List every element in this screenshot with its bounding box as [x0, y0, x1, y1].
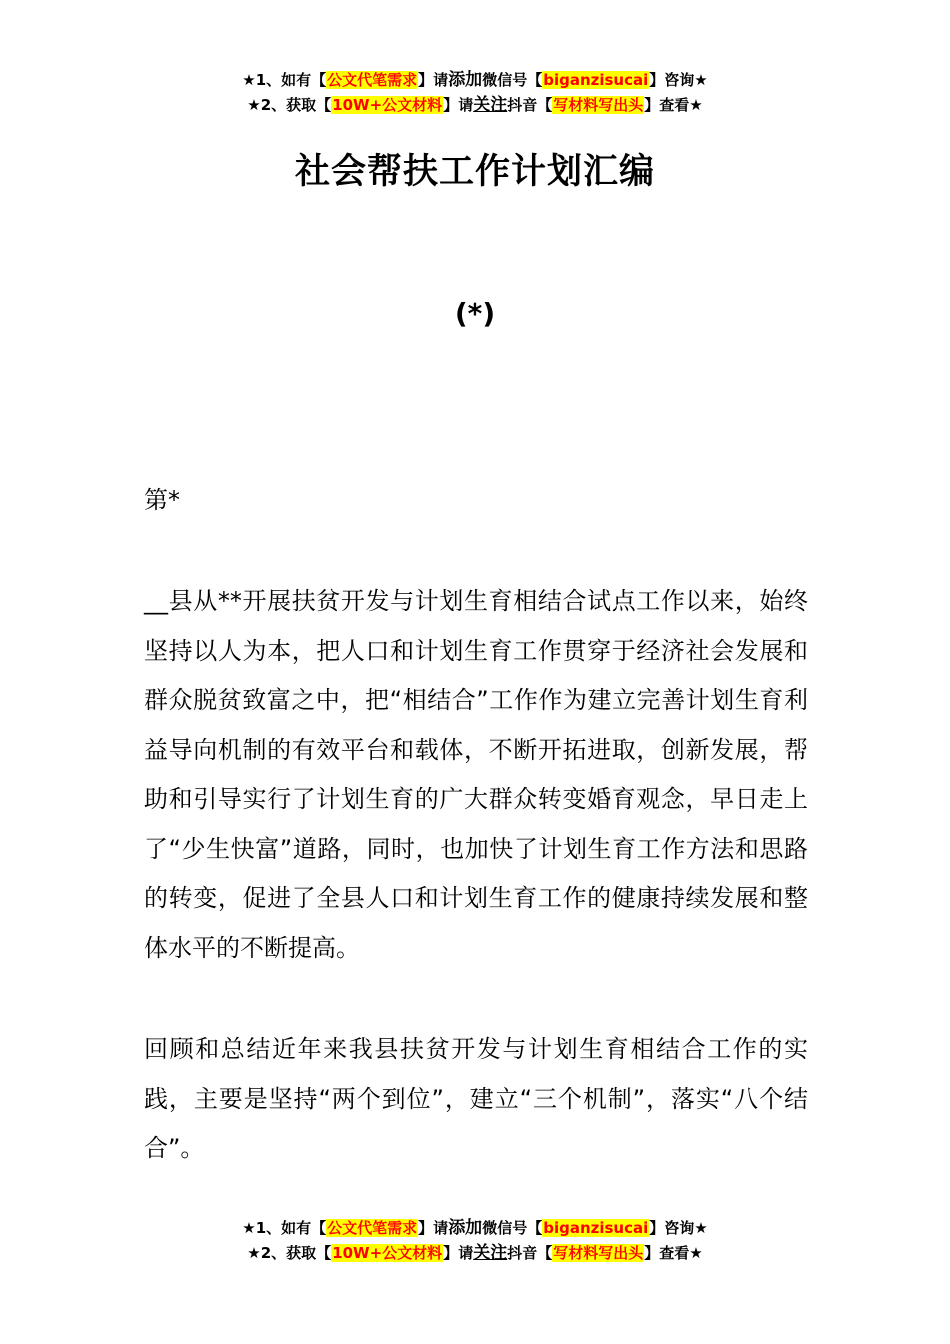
ad-line-2: ★2、获取【10W+公文材料】请关注抖音【写材料写出头】查看★ — [247, 95, 703, 115]
body-paragraph-1: __县从**开展扶贫开发与计划生育相结合试点工作以来，始终坚持以人为本，把人口和计划生育工作贯穿于经济社会发展和群众脱贫致富之中，把“相结合”工作作为建立完善计划生育利益导向机制的有效平台和载体，不断开拓进取，创新发展，帮助和引导实行了计划生育的广大群众转变婚育观念，早日走上了“少生快富”道路，同时，也加快了计划生育工作方法和思路的转变，促进了全县人口和计划生育工作的健康持续发展和整体水平的不断提高。 — [144, 587, 808, 962]
ad-highlight-materials: 10W+公文材料 — [332, 96, 443, 114]
ad-highlight-materials: 10W+公文材料 — [332, 1244, 443, 1262]
ad-line-1: ★1、如有【公文代笔需求】请添加微信号【biganzisucai】咨询★ — [242, 1218, 708, 1238]
section-heading: 第* — [144, 486, 180, 514]
ad-highlight-wechat-id: biganzisucai — [543, 71, 649, 89]
document-subtitle: (*) — [454, 297, 496, 330]
header-ad-banner — [0, 68, 950, 118]
ad-highlight-douyin: 写材料写出头 — [553, 96, 644, 114]
ad-highlight-service: 公文代笔需求 — [327, 71, 418, 89]
document-title: 社会帮扶工作计划汇编 — [294, 152, 655, 192]
ad-line-1: ★1、如有【公文代笔需求】请添加微信号【biganzisucai】咨询★ — [242, 70, 708, 90]
ad-highlight-service: 公文代笔需求 — [327, 1219, 418, 1237]
footer-ad-banner — [0, 1216, 950, 1266]
body-paragraph-2: 回顾和总结近年来我县扶贫开发与计划生育相结合工作的实践，主要是坚持“两个到位”，建立“三个机制”，落实“八个结合”。 — [144, 1035, 808, 1162]
ad-highlight-wechat-id: biganzisucai — [543, 1219, 649, 1237]
ad-highlight-douyin: 写材料写出头 — [553, 1244, 644, 1262]
ad-line-2: ★2、获取【10W+公文材料】请关注抖音【写材料写出头】查看★ — [247, 1243, 703, 1263]
